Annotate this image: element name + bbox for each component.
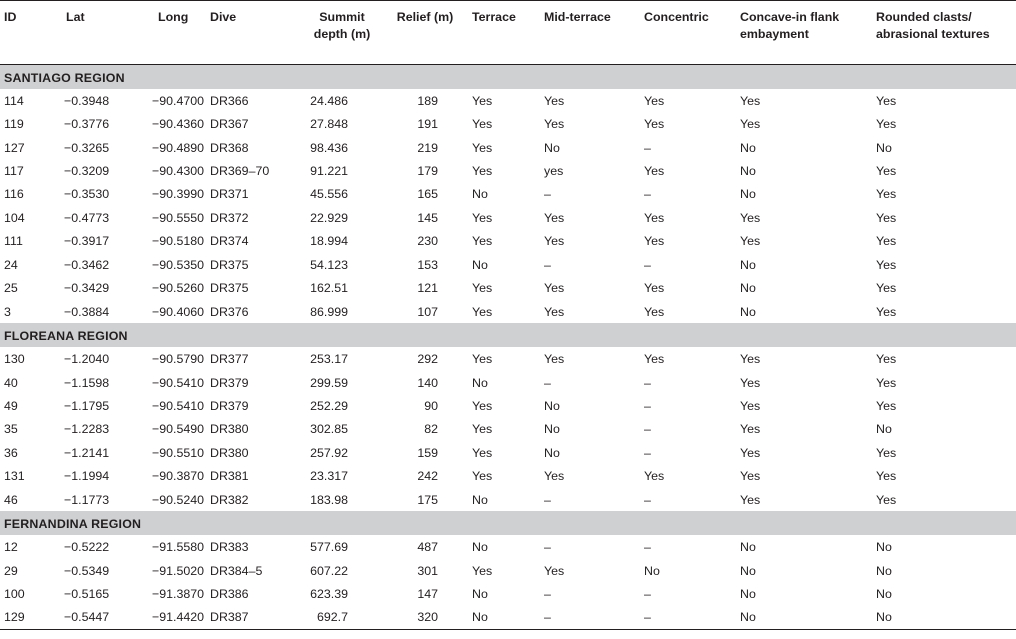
cell-rounded-clasts: Yes bbox=[876, 210, 897, 225]
cell-terrace: Yes bbox=[472, 422, 493, 437]
header-rounded-clasts bbox=[872, 1, 1016, 65]
cell-summit-depth: 24.486 bbox=[310, 93, 348, 108]
cell-lat: −0.5349 bbox=[64, 563, 110, 578]
cell-rounded-clasts: No bbox=[876, 140, 892, 155]
cell-id: 131 bbox=[4, 469, 25, 484]
header-concave-flank bbox=[736, 1, 872, 65]
cell-lat: −1.1994 bbox=[64, 469, 110, 484]
cell-rounded-clasts: Yes bbox=[876, 469, 897, 484]
cell-terrace: No bbox=[472, 257, 488, 272]
cell-mid-terrace: yes bbox=[544, 164, 564, 179]
cell-concentric: – bbox=[644, 445, 651, 460]
cell-concave-flank: Yes bbox=[740, 117, 761, 132]
cell-long: −90.5260 bbox=[152, 281, 205, 296]
cell-lat: −0.5165 bbox=[64, 587, 110, 602]
header-lat: Lat bbox=[40, 1, 122, 65]
cell-terrace: Yes bbox=[472, 234, 493, 249]
cell-mid-terrace: Yes bbox=[544, 352, 565, 367]
cell-id: 49 bbox=[4, 398, 18, 413]
cell-relief: 179 bbox=[417, 164, 438, 179]
cell-long: −90.5510 bbox=[152, 445, 205, 460]
cell-summit-depth: 623.39 bbox=[310, 587, 348, 602]
cell-id: 127 bbox=[4, 140, 25, 155]
cell-summit-depth: 183.98 bbox=[310, 492, 348, 507]
cell-id: 36 bbox=[4, 445, 18, 460]
cell-mid-terrace: Yes bbox=[544, 210, 565, 225]
cell-rounded-clasts: Yes bbox=[876, 187, 897, 202]
cell-mid-terrace: – bbox=[544, 492, 551, 507]
cell-summit-depth: 23.317 bbox=[310, 469, 348, 484]
cell-concentric: Yes bbox=[644, 469, 665, 484]
cell-dive: DR375 bbox=[210, 257, 249, 272]
cell-concentric: Yes bbox=[644, 304, 665, 319]
cell-id: 24 bbox=[4, 257, 18, 272]
table-row bbox=[0, 136, 1016, 159]
cell-mid-terrace: – bbox=[544, 257, 551, 272]
cell-id: 129 bbox=[0, 606, 40, 630]
header-summit-depth-line1: Summit bbox=[319, 10, 365, 24]
header-id: ID bbox=[0, 1, 40, 65]
cell-id: 40 bbox=[4, 375, 18, 390]
cell-id: 3 bbox=[4, 304, 11, 319]
table-body bbox=[0, 65, 1016, 630]
cell-long: −90.5350 bbox=[152, 257, 205, 272]
cell-concave-flank: Yes bbox=[740, 469, 761, 484]
cell-concave-flank: Yes bbox=[740, 445, 761, 460]
cell-concentric: – bbox=[644, 257, 651, 272]
cell-mid-terrace: – bbox=[544, 540, 551, 555]
cell-relief: 107 bbox=[417, 304, 438, 319]
cell-long: −91.4420 bbox=[122, 606, 206, 630]
header-rounded-line2: abrasional textures bbox=[876, 27, 990, 41]
cell-mid-terrace: – bbox=[544, 587, 551, 602]
cell-concave-flank: No bbox=[740, 164, 756, 179]
cell-concentric: – bbox=[644, 375, 651, 390]
table-row bbox=[0, 89, 1016, 112]
cell-lat: −0.3948 bbox=[64, 93, 110, 108]
cell-mid-terrace: No bbox=[544, 422, 560, 437]
cell-dive: DR380 bbox=[210, 422, 249, 437]
cell-concave-flank: Yes bbox=[740, 422, 761, 437]
cell-lat: −0.3462 bbox=[64, 257, 110, 272]
cell-long: −90.5410 bbox=[152, 375, 205, 390]
header-summit-depth-line2: depth (m) bbox=[313, 27, 371, 41]
cell-lat: −0.3917 bbox=[64, 234, 110, 249]
cell-dive: DR387 bbox=[206, 606, 302, 630]
table-row bbox=[0, 606, 1016, 630]
table-row bbox=[0, 183, 1016, 206]
cell-rounded-clasts: No bbox=[876, 563, 892, 578]
cell-relief: 320 bbox=[382, 606, 468, 630]
cell-dive: DR374 bbox=[210, 234, 249, 249]
cell-long: −90.4360 bbox=[152, 117, 205, 132]
header-rounded-line1: Rounded clasts/ bbox=[876, 10, 972, 24]
cell-terrace: Yes bbox=[472, 210, 493, 225]
header-mid-terrace: Mid-terrace bbox=[540, 1, 640, 65]
cell-concentric: – bbox=[644, 422, 651, 437]
table-row bbox=[0, 418, 1016, 441]
cell-terrace: Yes bbox=[472, 445, 493, 460]
cell-mid-terrace: Yes bbox=[544, 117, 565, 132]
cell-lat: −1.2141 bbox=[64, 445, 110, 460]
cell-concentric: Yes bbox=[644, 117, 665, 132]
cell-rounded-clasts: Yes bbox=[876, 375, 897, 390]
cell-relief: 165 bbox=[417, 187, 438, 202]
table-row bbox=[0, 394, 1016, 417]
cell-concentric: – bbox=[644, 398, 651, 413]
cell-rounded-clasts: Yes bbox=[876, 93, 897, 108]
cell-lat: −0.3884 bbox=[64, 304, 110, 319]
cell-terrace: No bbox=[472, 187, 488, 202]
cell-concave-flank: No bbox=[740, 281, 756, 296]
cell-long: −90.5790 bbox=[152, 352, 205, 367]
table-row bbox=[0, 253, 1016, 276]
cell-long: −90.4300 bbox=[152, 164, 205, 179]
cell-lat: −0.3776 bbox=[64, 117, 110, 132]
cell-dive: DR369–70 bbox=[210, 164, 270, 179]
cell-mid-terrace: – bbox=[544, 187, 551, 202]
cell-id: 12 bbox=[4, 540, 18, 555]
cell-summit-depth: 692.7 bbox=[302, 606, 382, 630]
cell-concave-flank: No bbox=[740, 257, 756, 272]
cell-concentric: – bbox=[644, 540, 651, 555]
cell-concave-flank: Yes bbox=[740, 234, 761, 249]
cell-relief: 147 bbox=[417, 587, 438, 602]
cell-summit-depth: 18.994 bbox=[310, 234, 348, 249]
cell-concave-flank: Yes bbox=[740, 93, 761, 108]
cell-relief: 242 bbox=[417, 469, 438, 484]
cell-dive: DR372 bbox=[210, 210, 249, 225]
cell-concentric: Yes bbox=[644, 93, 665, 108]
cell-concave-flank: No bbox=[740, 140, 756, 155]
cell-rounded-clasts: Yes bbox=[876, 281, 897, 296]
cell-mid-terrace: Yes bbox=[544, 281, 565, 296]
cell-long: −90.3990 bbox=[152, 187, 205, 202]
cell-relief: 153 bbox=[417, 257, 438, 272]
table-row bbox=[0, 535, 1016, 558]
cell-rounded-clasts: Yes bbox=[876, 117, 897, 132]
cell-dive: DR379 bbox=[210, 375, 249, 390]
cell-dive: DR376 bbox=[210, 304, 249, 319]
cell-terrace: Yes bbox=[472, 469, 493, 484]
cell-terrace: No bbox=[468, 606, 540, 630]
cell-concave-flank: Yes bbox=[740, 492, 761, 507]
cell-dive: DR368 bbox=[210, 140, 249, 155]
cell-terrace: Yes bbox=[472, 352, 493, 367]
cell-dive: DR380 bbox=[210, 445, 249, 460]
cell-id: 29 bbox=[4, 563, 18, 578]
cell-dive: DR375 bbox=[210, 281, 249, 296]
cell-long: −90.4060 bbox=[152, 304, 205, 319]
cell-lat: −0.3209 bbox=[64, 164, 110, 179]
table-row bbox=[0, 230, 1016, 253]
cell-relief: 159 bbox=[417, 445, 438, 460]
table-row bbox=[0, 582, 1016, 605]
cell-concave-flank: No bbox=[736, 606, 872, 630]
cell-terrace: Yes bbox=[472, 398, 493, 413]
header-concave-line2: embayment bbox=[740, 27, 809, 41]
cell-relief: 140 bbox=[417, 375, 438, 390]
cell-mid-terrace: No bbox=[544, 140, 560, 155]
table-row bbox=[0, 347, 1016, 370]
table-row bbox=[0, 441, 1016, 464]
cell-long: −90.3870 bbox=[152, 469, 205, 484]
cell-lat: −0.3265 bbox=[64, 140, 110, 155]
table-row bbox=[0, 488, 1016, 511]
cell-mid-terrace: – bbox=[540, 606, 640, 630]
cell-concave-flank: No bbox=[740, 587, 756, 602]
cell-mid-terrace: Yes bbox=[544, 469, 565, 484]
cell-relief: 82 bbox=[424, 422, 438, 437]
cell-concentric: Yes bbox=[644, 281, 665, 296]
cell-terrace: Yes bbox=[472, 304, 493, 319]
cell-summit-depth: 27.848 bbox=[310, 117, 348, 132]
cell-rounded-clasts: Yes bbox=[876, 304, 897, 319]
cell-lat: −1.1773 bbox=[64, 492, 110, 507]
cell-summit-depth: 607.22 bbox=[310, 563, 348, 578]
cell-concentric: No bbox=[644, 563, 660, 578]
cell-terrace: No bbox=[472, 587, 488, 602]
cell-concave-flank: Yes bbox=[740, 352, 761, 367]
cell-rounded-clasts: Yes bbox=[876, 398, 897, 413]
cell-terrace: Yes bbox=[472, 140, 493, 155]
cell-relief: 487 bbox=[417, 540, 438, 555]
cell-mid-terrace: No bbox=[544, 398, 560, 413]
table-row bbox=[0, 300, 1016, 323]
cell-long: −90.4890 bbox=[152, 140, 205, 155]
cell-terrace: Yes bbox=[472, 281, 493, 296]
cell-id: 35 bbox=[4, 422, 18, 437]
cell-terrace: Yes bbox=[472, 93, 493, 108]
cell-dive: DR386 bbox=[210, 587, 249, 602]
cell-concentric: – bbox=[640, 606, 736, 630]
cell-relief: 121 bbox=[417, 281, 438, 296]
cell-concentric: Yes bbox=[644, 164, 665, 179]
region-name: FLOREANA REGION bbox=[0, 323, 1016, 347]
cell-concentric: Yes bbox=[644, 210, 665, 225]
cell-summit-depth: 577.69 bbox=[310, 540, 348, 555]
cell-id: 100 bbox=[4, 587, 25, 602]
region-name: SANTIAGO REGION bbox=[0, 65, 1016, 90]
cell-lat: −0.4773 bbox=[64, 210, 110, 225]
cell-id: 104 bbox=[4, 210, 25, 225]
cell-rounded-clasts: No bbox=[872, 606, 1016, 630]
header-relief: Relief (m) bbox=[382, 1, 468, 65]
cell-mid-terrace: No bbox=[544, 445, 560, 460]
cell-relief: 219 bbox=[417, 140, 438, 155]
cell-summit-depth: 22.929 bbox=[310, 210, 348, 225]
table-row bbox=[0, 206, 1016, 229]
cell-dive: DR367 bbox=[210, 117, 249, 132]
cell-dive: DR382 bbox=[210, 492, 249, 507]
cell-concentric: Yes bbox=[644, 352, 665, 367]
cell-summit-depth: 299.59 bbox=[310, 375, 348, 390]
table-row bbox=[0, 277, 1016, 300]
cell-id: 119 bbox=[4, 117, 24, 132]
header-concave-line1: Concave-in flank bbox=[740, 10, 840, 24]
cell-relief: 191 bbox=[417, 117, 438, 132]
header-concentric: Concentric bbox=[640, 1, 736, 65]
table-row bbox=[0, 371, 1016, 394]
cell-id: 25 bbox=[4, 281, 18, 296]
cell-relief: 189 bbox=[417, 93, 438, 108]
cell-concentric: – bbox=[644, 140, 651, 155]
region-header-row bbox=[0, 65, 1016, 90]
cell-summit-depth: 162.51 bbox=[310, 281, 348, 296]
cell-terrace: No bbox=[472, 540, 488, 555]
cell-id: 116 bbox=[4, 187, 24, 202]
cell-rounded-clasts: Yes bbox=[876, 445, 897, 460]
cell-rounded-clasts: Yes bbox=[876, 257, 897, 272]
cell-dive: DR371 bbox=[210, 187, 249, 202]
header-dive: Dive bbox=[206, 1, 302, 65]
cell-long: −90.5240 bbox=[152, 492, 205, 507]
cell-terrace: No bbox=[472, 492, 488, 507]
table-row bbox=[0, 159, 1016, 182]
cell-summit-depth: 302.85 bbox=[310, 422, 348, 437]
cell-dive: DR383 bbox=[210, 540, 249, 555]
cell-concave-flank: No bbox=[740, 187, 756, 202]
table-row bbox=[0, 465, 1016, 488]
cell-dive: DR381 bbox=[210, 469, 249, 484]
cell-lat: −0.5222 bbox=[64, 540, 110, 555]
cell-relief: 230 bbox=[417, 234, 438, 249]
cell-terrace: Yes bbox=[472, 117, 493, 132]
cell-relief: 175 bbox=[417, 492, 438, 507]
cell-lat: −1.1795 bbox=[64, 398, 110, 413]
cell-mid-terrace: Yes bbox=[544, 304, 565, 319]
table-row bbox=[0, 112, 1016, 135]
cell-lat: −0.3530 bbox=[64, 187, 110, 202]
cell-mid-terrace: Yes bbox=[544, 563, 565, 578]
cell-long: −90.5490 bbox=[152, 422, 205, 437]
cell-dive: DR379 bbox=[210, 398, 249, 413]
cell-summit-depth: 86.999 bbox=[310, 304, 348, 319]
cell-rounded-clasts: Yes bbox=[876, 164, 897, 179]
table-header-row bbox=[0, 1, 1016, 65]
cell-rounded-clasts: Yes bbox=[876, 492, 897, 507]
cell-id: 130 bbox=[4, 352, 25, 367]
cell-concentric: Yes bbox=[644, 234, 665, 249]
cell-summit-depth: 253.17 bbox=[310, 352, 348, 367]
cell-concentric: – bbox=[644, 587, 651, 602]
cell-rounded-clasts: No bbox=[876, 422, 892, 437]
cell-concave-flank: Yes bbox=[740, 375, 761, 390]
cell-rounded-clasts: No bbox=[876, 587, 892, 602]
cell-rounded-clasts: No bbox=[876, 540, 892, 555]
cell-concave-flank: No bbox=[740, 304, 756, 319]
cell-mid-terrace: – bbox=[544, 375, 551, 390]
cell-concave-flank: Yes bbox=[740, 210, 761, 225]
cell-lat: −1.2040 bbox=[64, 352, 110, 367]
cell-summit-depth: 91.221 bbox=[310, 164, 348, 179]
cell-terrace: Yes bbox=[472, 563, 493, 578]
cell-lat: −1.2283 bbox=[64, 422, 110, 437]
cell-lat: −0.3429 bbox=[64, 281, 110, 296]
cell-relief: 145 bbox=[417, 210, 438, 225]
cell-concave-flank: Yes bbox=[740, 398, 761, 413]
cell-relief: 90 bbox=[424, 398, 438, 413]
cell-id: 114 bbox=[4, 93, 24, 108]
header-long: Long bbox=[122, 1, 206, 65]
cell-concentric: – bbox=[644, 492, 651, 507]
cell-rounded-clasts: Yes bbox=[876, 234, 897, 249]
cell-summit-depth: 45.556 bbox=[310, 187, 348, 202]
cell-lat: −1.1598 bbox=[64, 375, 110, 390]
cell-concave-flank: No bbox=[740, 563, 756, 578]
region-header-row bbox=[0, 323, 1016, 347]
cell-long: −91.5580 bbox=[152, 540, 205, 555]
cell-rounded-clasts: Yes bbox=[876, 352, 897, 367]
cell-summit-depth: 257.92 bbox=[310, 445, 348, 460]
cell-long: −90.5550 bbox=[152, 210, 205, 225]
cell-mid-terrace: Yes bbox=[544, 93, 565, 108]
cell-long: −90.5180 bbox=[152, 234, 205, 249]
cell-terrace: No bbox=[472, 375, 488, 390]
header-summit-depth bbox=[302, 1, 382, 65]
cell-summit-depth: 98.436 bbox=[310, 140, 348, 155]
cell-summit-depth: 54.123 bbox=[310, 257, 348, 272]
cell-dive: DR377 bbox=[210, 352, 249, 367]
cell-lat: −0.5447 bbox=[40, 606, 122, 630]
cell-mid-terrace: Yes bbox=[544, 234, 565, 249]
header-terrace: Terrace bbox=[468, 1, 540, 65]
table-row bbox=[0, 559, 1016, 582]
cell-terrace: Yes bbox=[472, 164, 493, 179]
cell-dive: DR384–5 bbox=[210, 563, 263, 578]
cell-concave-flank: No bbox=[740, 540, 756, 555]
cell-summit-depth: 252.29 bbox=[310, 398, 348, 413]
cell-long: −91.3870 bbox=[152, 587, 205, 602]
cell-dive: DR366 bbox=[210, 93, 249, 108]
region-header-row bbox=[0, 511, 1016, 535]
cell-long: −91.5020 bbox=[152, 563, 205, 578]
cell-long: −90.5410 bbox=[152, 398, 205, 413]
cell-id: 117 bbox=[4, 164, 24, 179]
cell-id: 111 bbox=[4, 234, 23, 249]
cell-relief: 301 bbox=[417, 563, 438, 578]
cell-long: −90.4700 bbox=[152, 93, 205, 108]
cell-relief: 292 bbox=[417, 352, 438, 367]
cell-concentric: – bbox=[644, 187, 651, 202]
cell-id: 46 bbox=[4, 492, 18, 507]
region-name: FERNANDINA REGION bbox=[0, 511, 1016, 535]
